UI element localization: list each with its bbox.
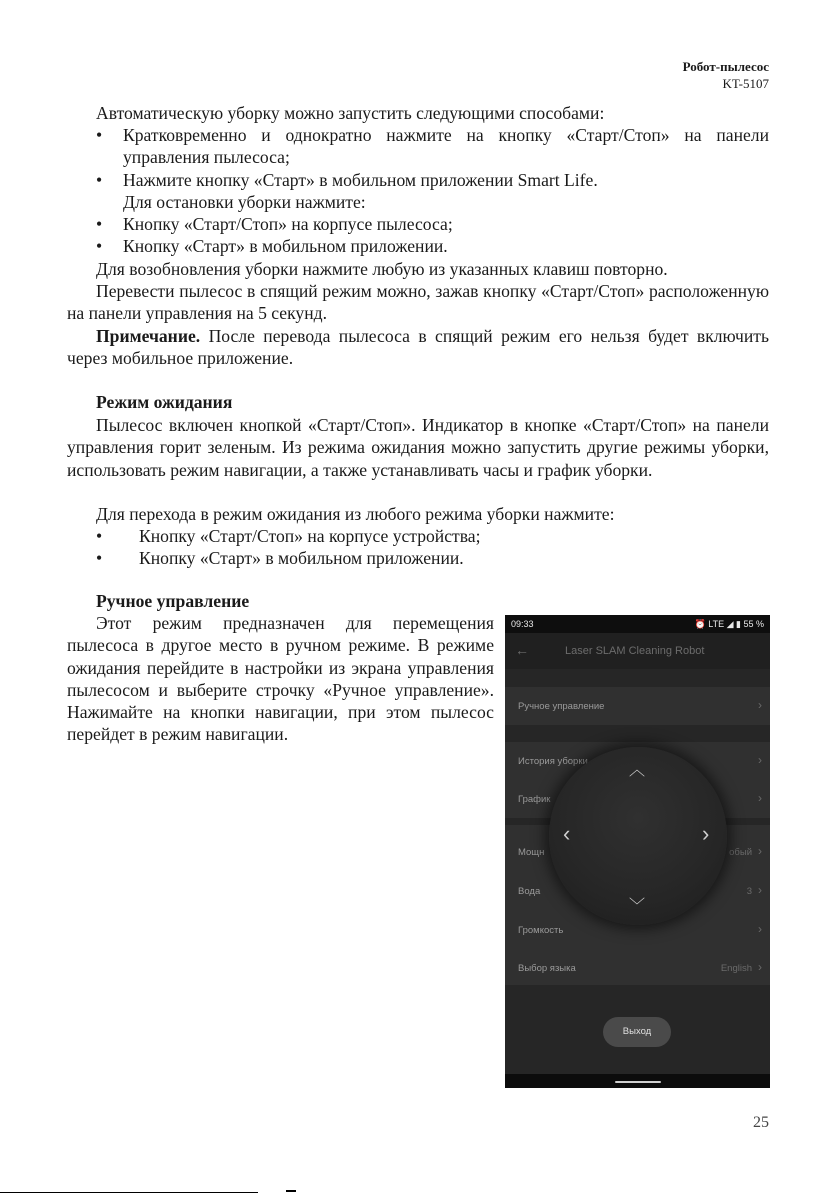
header-product: Робот-пылесос (682, 59, 769, 74)
list-item-text: Кнопку «Старт» в мобильном приложении. (139, 548, 464, 568)
note-label: Примечание. (96, 326, 201, 346)
header-model: KT-5107 (722, 76, 769, 91)
chevron-right-icon: › (758, 698, 762, 712)
manual-text: Этот режим предназначен для перемещения пылесоса в другое место в ручном режиме. В режиме ожидания перейдите в настройки из экрана управления пылесосом и выберите строчку «Ручное управление». Нажимайте на кнопки навигации, при этом пылесос перейдет в режим навигации. (67, 613, 494, 745)
row-value: English (720, 963, 752, 974)
arrow-right-icon[interactable]: › (702, 821, 710, 846)
manual-heading: Ручное управление (96, 591, 250, 611)
page-number: 25 (753, 1114, 769, 1131)
row-label: Громкость (518, 925, 564, 936)
chevron-right-icon: › (758, 844, 762, 858)
settings-row[interactable] (505, 687, 770, 725)
arrow-down-icon[interactable]: ﹀ (629, 898, 646, 915)
settings-row[interactable] (505, 949, 770, 987)
bullet-marker: • (96, 526, 103, 546)
sleep-text: Перевести пылесос в спящий режим можно, зажав кнопку «Старт/Стоп» расположенную на панели управления на 5 секунд. (67, 281, 769, 324)
back-arrow-icon[interactable]: ← (515, 642, 529, 658)
list-item-text: Кнопку «Старт» в мобильном приложении. (123, 236, 448, 256)
row-label: График (518, 794, 551, 805)
resume-text: Для возобновления уборки нажмите любую из указанных клавиш повторно. (96, 259, 668, 279)
status-bar (505, 615, 770, 633)
note-paragraph (67, 325, 769, 370)
navigation-pad[interactable] (549, 747, 727, 925)
list-item-text: Нажмите кнопку «Старт» в мобильном приложении Smart Life. (123, 170, 598, 190)
chevron-right-icon: › (758, 753, 762, 767)
footer-rule (0, 1192, 258, 1193)
arrow-left-icon[interactable]: ‹ (563, 821, 571, 846)
standby-heading: Режим ожидания (96, 392, 233, 412)
row-label: Выбор языка (518, 963, 576, 974)
bullet-marker: • (96, 125, 103, 145)
status-icons: ⏰ LTE ◢ ▮ 55 % (694, 619, 764, 629)
row-value: 3 (746, 886, 752, 897)
standby-lead: Для перехода в режим ожидания из любого режима уборки нажмите: (96, 504, 615, 524)
list-item-text: Кнопку «Старт/Стоп» на корпусе пылесоса; (123, 214, 453, 234)
row-value: обый (729, 847, 752, 858)
intro-lead: Автоматическую уборку можно запустить следующими способами: (96, 103, 605, 123)
bullet-marker: • (96, 214, 103, 234)
system-nav-bar (505, 1074, 770, 1088)
row-label: Ручное управление (518, 701, 605, 712)
arrow-up-icon[interactable]: ︿ (629, 762, 646, 779)
chevron-right-icon: › (758, 960, 762, 974)
status-time: 09:33 (511, 619, 534, 629)
chevron-right-icon: › (758, 791, 762, 805)
list-item-text: Кнопку «Старт/Стоп» на корпусе устройства; (139, 526, 481, 546)
list-item-text: Кратковременно и однократно нажмите на кнопку «Старт/Стоп» на панели управления пылесоса; (123, 125, 769, 168)
standby-text: Пылесос включен кнопкой «Старт/Стоп». Индикатор в кнопке «Старт/Стоп» на панели управления горит зеленым. Из режима ожидания можно запустить другие режимы уборки, использовать режим навигации, а также устанавливать часы и график уборки. (67, 415, 769, 480)
note-text: После перевода пылесоса в спящий режим его нельзя будет включить через мобильное приложение. (67, 326, 769, 369)
app-title: Laser SLAM Cleaning Robot (565, 645, 705, 657)
chevron-right-icon: › (758, 883, 762, 897)
row-label: Вода (518, 886, 541, 897)
footer-mark (286, 1190, 296, 1192)
exit-button[interactable]: Выход (603, 1017, 671, 1047)
row-label: Мощн (518, 847, 545, 858)
home-handle[interactable] (615, 1081, 661, 1083)
running-header (683, 58, 769, 92)
chevron-right-icon: › (758, 922, 762, 936)
row-label: История уборки (518, 756, 588, 767)
bullet-marker: • (96, 170, 103, 190)
stop-lead: Для остановки уборки нажмите: (123, 192, 366, 212)
bullet-marker: • (96, 236, 103, 256)
app-screenshot (505, 615, 770, 1088)
bullet-marker: • (96, 548, 103, 568)
app-bar (505, 633, 770, 669)
